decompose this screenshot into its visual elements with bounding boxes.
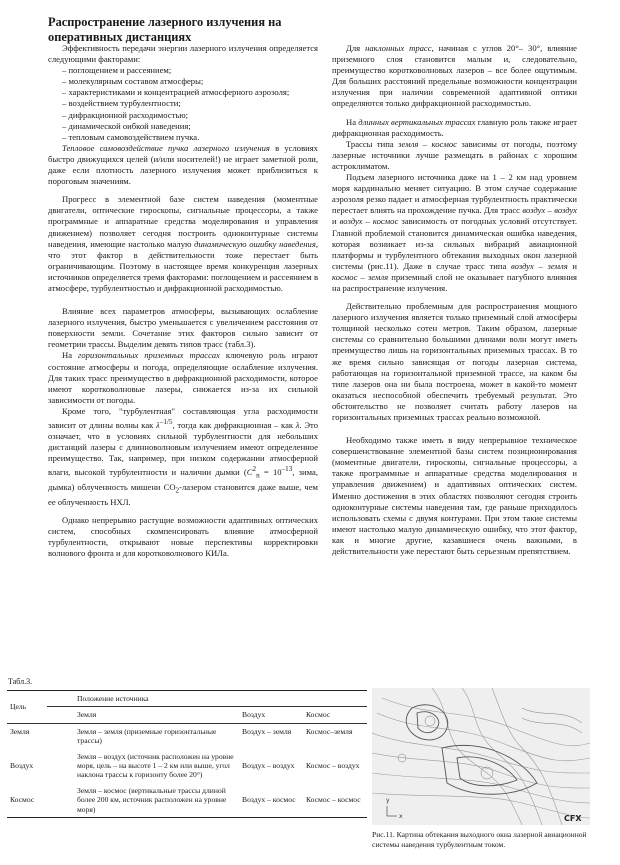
header-cell: Земля — [47, 707, 239, 723]
cfx-logo: CFX — [564, 814, 582, 823]
list-item: – динамической оибкой наведения; — [62, 120, 191, 131]
flow-streamlines-image — [372, 688, 590, 825]
list-item: – молекулярным составом атмосферы; — [62, 76, 204, 87]
list-item: – воздействием турбулентности; — [62, 98, 181, 109]
paragraph: Кроме того, "турбулентная" составляющая угла расходимости зависит от длины волны как $\lambda^{-1/5}$, тогда как дифракционная – как λ. Это означает, что в условиях сильной турбулентности для небольших дистанций лазеры с длинноволновым излучением имеют определенное преимущество. Так, например, при низком содержании атмосферной влаги, высокой турбулентности и наличии дымки ($C^2_n = 10^{-13}$, зима, дымка) облученность мишени $CO_2$-лазером становится даже выше, чем ее облученность НХЛ. — [48, 405, 318, 507]
paragraph: Эффективность передачи энергии лазерного излучения определяется следующими факторами: — [48, 43, 318, 65]
italic-term: наклонных трасс — [365, 43, 432, 53]
table-caption: Табл.3. — [8, 677, 33, 686]
paragraph: Тепловое самовоздействие пучка лазерного излучения в условиях быстро движущихся целей (и/или носителей!) не играет заметной роли, даже если плотность лазерного излучения может приблизиться к пороговым значениям. — [48, 142, 318, 187]
table-header-row — [7, 707, 367, 723]
trace-types-table — [7, 690, 367, 818]
list-item: – поглощением и рассеянием; — [62, 65, 172, 76]
article-title: Распространение лазерного излучения на оперативных дистанциях — [48, 15, 282, 44]
paragraph: Действительно проблемным для распространения мощного лазерного излучения является только приземный слой атмосферы толщиной несколько сотен метров. Таким образом, лазерные системы со сравнительно большими длинами волн могут иметь преимущество лишь на горизонтальных приземных трассах. В то же время сильно зависящая от погоды лазерная система, работающая на горизонтальной приземной трассе, на каком бы типе лазеров она ни была построена, может в какой-то момент оказаться неспособной обеспечить требуемый результат. Это обстоятельство не позволяет считать работу лазеров на горизонтальных приземных трассах реально возможной. — [332, 301, 577, 422]
header-cell: Космос — [303, 707, 367, 723]
paragraph: Необходимо также иметь в виду непрерывное техническое совершенствование элементной базы систем позиционирования (моментные двигатели, гироскопы, сигнальные процессоры, а также программные и аппаратные средства моделирования и управления движением) и адаптивных оптических систем. Именно достижения в этих областях позволяют сегодня строить одноконтурные системы наведения там, где раньше приходилось использовать схемы с двумя контурами. При этом такие системы имеют настолько малую динамическую ошибку, что этот фактор, как и многие другие, казавшиеся очень важными, в действительности уже перестают быть серьезным препятствием. — [332, 435, 577, 557]
paragraph: Однако непрерывно растущие возможности адаптивных оптических систем, способных скомпенсировать влияние атмосферной турбулентности, открывают новые перспективы корректировки волнового фронта и для коротковолнового КИЛа. — [48, 514, 318, 559]
header-cell: Положение источника — [47, 691, 367, 707]
paragraph: На горизонтальных приземных трассах ключевую роль играют состояние атмосферы и погода, определяющие ослабление излучения. Для таких трасс преимущество в дифракционной расходимости, которое имеют коротковолновые лазеры, снижается из-за их сильной зависимости от погоды. — [48, 350, 319, 405]
italic-term: Тепловое самовоздействие пучка лазерного излучения — [62, 142, 270, 153]
axis-x-label: x — [399, 813, 403, 820]
paragraph: Для наклонных трасс, начиная с углов 20°– 30°, влияние приземного слоя становится малым и, следовательно, преимущество коротковолновых лазеров – все более ощутимым. Для больших расстояний предельные возможности концентрации излучения при наличии современной адаптивной оптики определяются только дифракционной расходимостью. — [332, 43, 577, 109]
italic-term: земля – космос — [398, 138, 457, 149]
paragraph: Прогресс в элементной базе систем наведения (моментные двигатели, оптические гироскопы, сигнальные процессоры, а также программные и аппаратные средства моделирования и управления движением) позволяет сегодня построить одноконтурные системы наведения, имеющие настолько малую динамическую ошибку наведения, что этот фактор в действительности тоже перестает быть ограничивающим. Поэтому в настоящее время конкуренция лазерных источников определяется тремя факторами: поглощением и рассеянием в атмосфере, турбулентностью и дифракционной расходимостью. — [48, 194, 318, 293]
table-row: Воздух Земля – воздух (источник расположен на уровне моря, цель – на высоте 1 – 2 км или выше, угол наклона трассы к горизонту более 20°) Воздух – воздух Космос – воздух — [10, 751, 360, 780]
italic-term: горизонтальных приземных трассах — [78, 350, 220, 361]
header-cell: Цель — [7, 691, 47, 724]
header-cell: Воздух — [239, 707, 303, 723]
paragraph: Влияние всех параметров атмосферы, вызывающих ослабление лазерного излучения, быстро уменьшается с увеличением расстояния от поверхности земли. Сочетание этих факторов сильно зависит от геометрии трассы. Выделим девять типов трасс (табл.3). — [48, 306, 318, 350]
paragraph: На длинных вертикальных трассах главную роль также играет дифракционная расходимость. — [332, 116, 578, 138]
list-item: – дифракционной расходимостью; — [62, 109, 189, 120]
paragraph: Трассы типа земля – космос зависимы от погоды, поэтому лазерные источники лучше размещать в районах с хорошим астроклиматом. — [332, 138, 577, 171]
right-column — [332, 43, 577, 557]
table-header-row — [7, 691, 367, 707]
figure-caption: Рис.11. Картина обтекания выходного окна лазерной авиационной системы наведения турбулентным током. — [372, 830, 587, 849]
table-row: Космос Земля – космос (вертикальные трассы длиной более 200 км, источник расположен на уровне моря) Воздух – космос Космос – космос — [7, 783, 367, 818]
left-column — [48, 43, 318, 559]
italic-term: длинных вертикальных трассах — [358, 116, 476, 127]
table-row: Земля Земля – земля (приземные горизонтальные трассы) Воздух – земля Космос–земля — [10, 726, 353, 746]
italic-term: динамическую ошибку наведения — [194, 238, 316, 249]
factor-list — [48, 65, 318, 143]
list-item: – характеристиками и концентрацией атмосферного аэрозоля; — [62, 87, 290, 98]
paragraph: Подъем лазерного источника даже на 1 – 2 км над уровнем моря кардинально меняет ситуацию. В этом случае содержание аэрозоля резко падает и атмосферная турбулентность практически перестает влиять на прохождение пучка. Для трасс воздух – воздух и воздух – космос зависимость от погодных условий отсутствует. Главной проблемой становится динамическая ошибка наведения, которая возникает из-за сильных вибраций авиационной платформы и турбулентного обтекания выходных окон лазерной системы (рис.11). Даже в случае трасс типа воздух – земля и космос – земля приземный слой не оказывает пагубного влияния на распространение излучения. — [332, 172, 578, 293]
list-item: – тепловым самовоздействием пучка. — [62, 131, 200, 142]
flow-simulation-figure — [372, 688, 590, 825]
axis-y-label: y — [386, 797, 390, 804]
